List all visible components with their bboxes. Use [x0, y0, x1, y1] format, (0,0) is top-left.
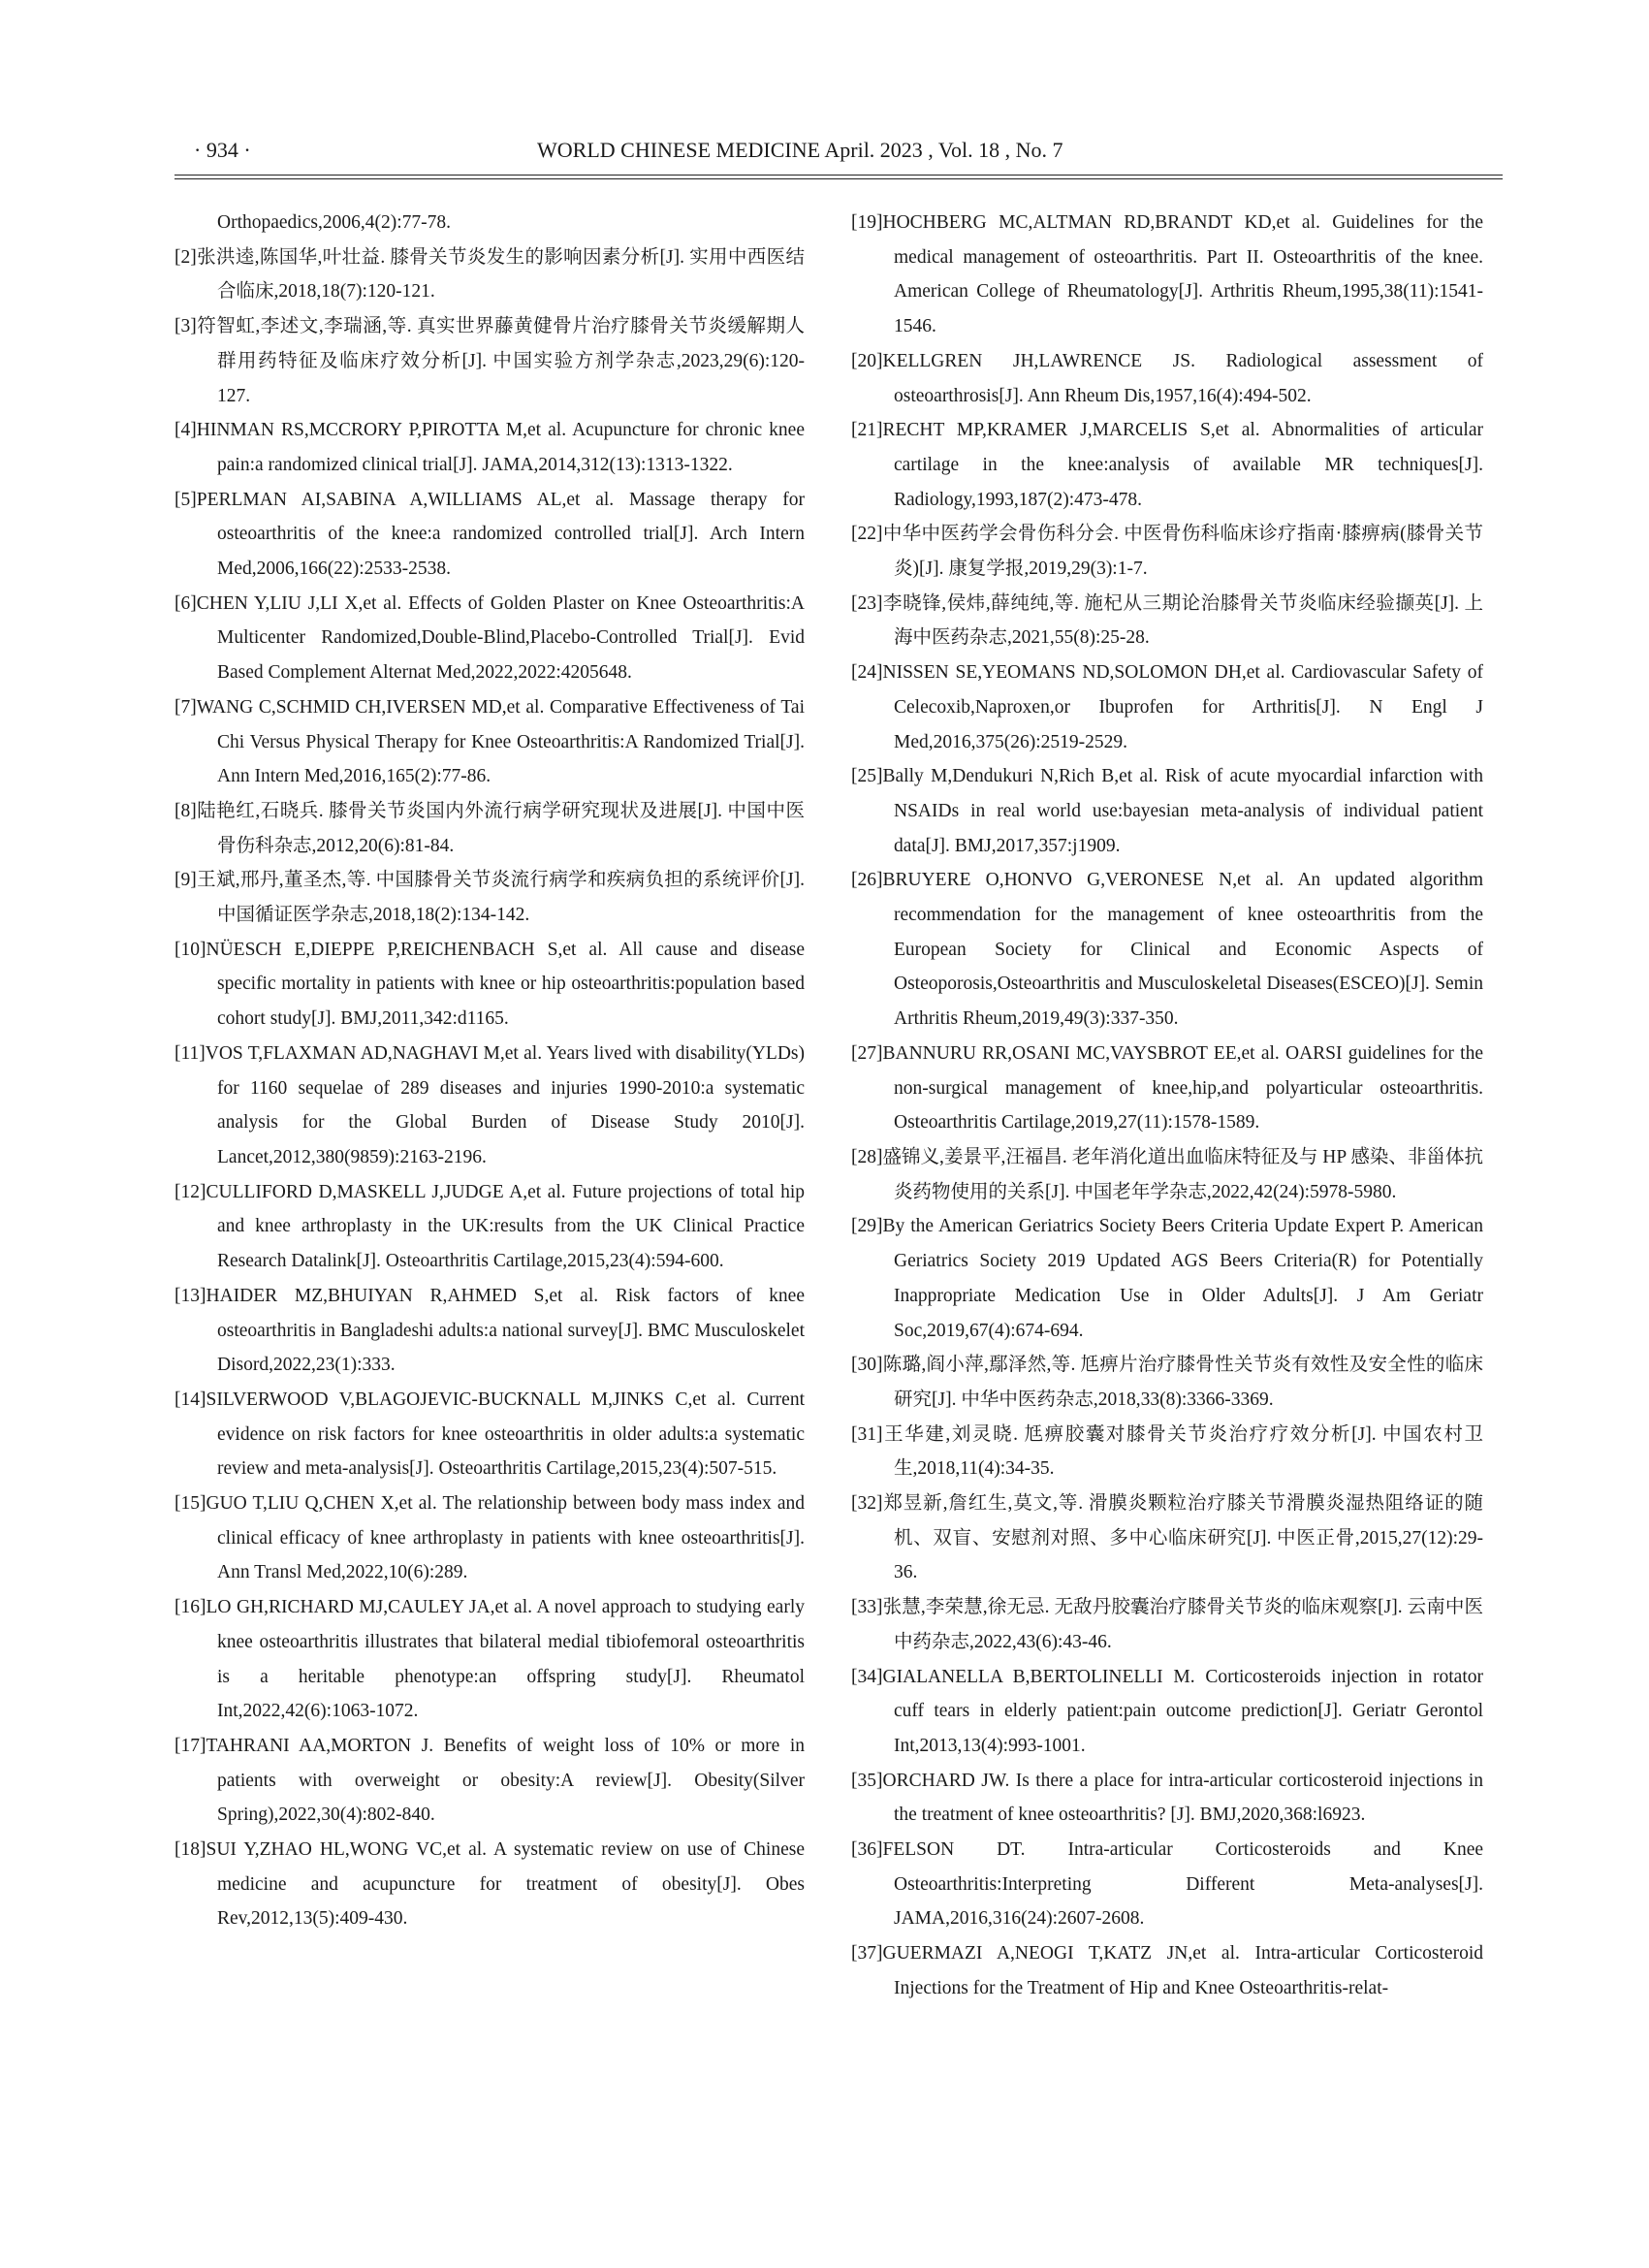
reference-item: [18]SUI Y,ZHAO HL,WONG VC,et al. A systematic review on use of Chinese medicine and acupuncture for treatment of obesity[J]. Obes Rev,2012,13(5):409-430.: [174, 1839, 805, 1930]
journal-title: WORLD CHINESE MEDICINE April. 2023 , Vol. 18 , No. 7: [537, 138, 1063, 162]
reference-item: [31]王华建,刘灵晓. 尪痹胶囊对膝骨关节炎治疗疗效分析[J]. 中国农村卫生,2018,11(4):34-35.: [851, 1423, 1483, 1480]
reference-item: [29]By the American Geriatrics Society Beers Criteria Update Expert P. American Geriatrics Society 2019 Updated AGS Beers Criteria(R) for Potentially Inappropriate Medication Use in Older Adults[J]. J Am Geriatr Soc,2019,67(4):674-694.: [851, 1216, 1483, 1341]
reference-item: [34]GIALANELLA B,BERTOLINELLI M. Corticosteroids injection in rotator cuff tears in elderly patient:pain outcome prediction[J]. Geriatr Gerontol Int,2013,13(4):993-1001.: [851, 1666, 1483, 1756]
reference-item: [19]HOCHBERG MC,ALTMAN RD,BRANDT KD,et al. Guidelines for the medical management of osteoarthritis. Part II. Osteoarthritis of the knee. American College of Rheumatology[J]. Arthritis Rheum,1995,38(11):1541-1546.: [851, 212, 1483, 337]
reference-item: [37]GUERMAZI A,NEOGI T,KATZ JN,et al. Intra-articular Corticosteroid Injections for the Treatment of Hip and Knee Osteoarthritis-relat-: [851, 1943, 1483, 1998]
reference-item: [25]Bally M,Dendukuri N,Rich B,et al. Risk of acute myocardial infarction with NSAIDs in real world use:bayesian meta-analysis of individual patient data[J]. BMJ,2017,357:j1909.: [851, 766, 1483, 856]
reference-item: [12]CULLIFORD D,MASKELL J,JUDGE A,et al. Future projections of total hip and knee arthroplasty in the UK:results from the UK Clinical Practice Research Datalink[J]. Osteoarthritis Cartilage,2015,23(4):594-600.: [174, 1181, 805, 1272]
reference-item: [30]陈璐,阎小萍,鄢泽然,等. 尪痹片治疗膝骨性关节炎有效性及安全性的临床研究[J]. 中华中医药杂志,2018,33(8):3366-3369.: [851, 1355, 1483, 1410]
reference-item: [33]张慧,李荣慧,徐无忌. 无敌丹胶囊治疗膝骨关节炎的临床观察[J]. 云南中医中药杂志,2022,43(6):43-46.: [851, 1597, 1483, 1652]
reference-item: [28]盛锦义,姜景平,汪福昌. 老年消化道出血临床特征及与 HP 感染、非甾体抗炎药物使用的关系[J]. 中国老年学杂志,2022,42(24):5978-5980.: [851, 1146, 1483, 1202]
reference-item: [14]SILVERWOOD V,BLAGOJEVIC-BUCKNALL M,JINKS C,et al. Current evidence on risk factors for knee osteoarthritis in older adults:a systematic review and meta-analysis[J]. Osteoarthritis Cartilage,2015,23(4):507-515.: [174, 1389, 805, 1480]
reference-item: [21]RECHT MP,KRAMER J,MARCELIS S,et al. Abnormalities of articular cartilage in the knee:analysis of available MR techniques[J]. Radiology,1993,187(2):473-478.: [851, 420, 1483, 510]
reference-item: [24]NISSEN SE,YEOMANS ND,SOLOMON DH,et al. Cardiovascular Safety of Celecoxib,Naproxen,or Ibuprofen for Arthritis[J]. N Engl J Med,2016,375(26):2519-2529.: [851, 662, 1483, 752]
reference-item: [17]TAHRANI AA,MORTON J. Benefits of weight loss of 10% or more in patients with overweight or obesity:A review[J]. Obesity(Silver Spring),2022,30(4):802-840.: [174, 1735, 805, 1826]
page-number: · 934 ·: [194, 138, 251, 162]
reference-item: [13]HAIDER MZ,BHUIYAN R,AHMED S,et al. Risk factors of knee osteoarthritis in Bangladeshi adults:a national survey[J]. BMC Musculoskelet Disord,2022,23(1):333.: [174, 1285, 805, 1376]
reference-item: [9]王斌,邢丹,董圣杰,等. 中国膝骨关节炎流行病学和疾病负担的系统评价[J]. 中国循证医学杂志,2018,18(2):134-142.: [174, 870, 805, 926]
reference-item: [15]GUO T,LIU Q,CHEN X,et al. The relationship between body mass index and clinical efficacy of knee arthroplasty in patients with knee osteoarthritis[J]. Ann Transl Med,2022,10(6):289.: [174, 1493, 805, 1583]
references-right-column: [851, 206, 1483, 2006]
reference-item: [35]ORCHARD JW. Is there a place for intra-articular corticosteroid injections in the treatment of knee osteoarthritis? [J]. BMJ,2020,368:l6923.: [851, 1770, 1483, 1826]
reference-item: [4]HINMAN RS,MCCRORY P,PIROTTA M,et al. Acupuncture for chronic knee pain:a randomized clinical trial[J]. JAMA,2014,312(13):1313-1322.: [174, 420, 805, 475]
reference-item: [23]李晓锋,侯炜,薛纯纯,等. 施杞从三期论治膝骨关节炎临床经验撷英[J]. 上海中医药杂志,2021,55(8):25-28.: [851, 592, 1483, 649]
reference-item: [26]BRUYERE O,HONVO G,VERONESE N,et al. An updated algorithm recommendation for the management of knee osteoarthritis from the European Society for Clinical and Economic Aspects of Osteoporosis,Osteoarthritis and Musculoskeletal Diseases(ESCEO)[J]. Semin Arthritis Rheum,2019,49(3):337-350.: [851, 870, 1483, 1030]
reference-item: [11]VOS T,FLAXMAN AD,NAGHAVI M,et al. Years lived with disability(YLDs) for 1160 sequelae of 289 diseases and injuries 1990-2010:a systematic analysis for the Global Burden of Disease Study 2010[J]. Lancet,2012,380(9859):2163-2196.: [174, 1042, 805, 1167]
reference-item: [22]中华中医药学会骨伤科分会. 中医骨伤科临床诊疗指南·膝痹病(膝骨关节炎)[J]. 康复学报,2019,29(3):1-7.: [851, 524, 1483, 580]
reference-item: [32]郑昱新,詹红生,莫文,等. 滑膜炎颗粒治疗膝关节滑膜炎湿热阻络证的随机、双盲、安慰剂对照、多中心临床研究[J]. 中医正骨,2015,27(12):29-36.: [851, 1493, 1483, 1583]
reference-item: [27]BANNURU RR,OSANI MC,VAYSBROT EE,et al. OARSI guidelines for the non-surgical management of knee,hip,and polyarticular osteoarthritis. Osteoarthritis Cartilage,2019,27(11):1578-1589.: [851, 1042, 1483, 1134]
reference-item: [5]PERLMAN AI,SABINA A,WILLIAMS AL,et al. Massage therapy for osteoarthritis of the knee:a randomized controlled trial[J]. Arch Intern Med,2006,166(22):2533-2538.: [174, 489, 805, 580]
reference-item: Orthopaedics,2006,4(2):77-78.: [217, 212, 451, 233]
running-header: [174, 134, 1503, 173]
reference-item: [16]LO GH,RICHARD MJ,CAULEY JA,et al. A novel approach to studying early knee osteoarthritis illustrates that bilateral medial tibiofemoral osteoarthritis is a heritable phenotype:an offspring study[J]. Rheumatol Int,2022,42(6):1063-1072.: [174, 1597, 805, 1722]
reference-item: [2]张洪逵,陈国华,叶壮益. 膝骨关节炎发生的影响因素分析[J]. 实用中西医结合临床,2018,18(7):120-121.: [174, 246, 805, 303]
reference-item: [10]NÜESCH E,DIEPPE P,REICHENBACH S,et al. All cause and disease specific mortality in patients with knee or hip osteoarthritis:population based cohort study[J]. BMJ,2011,342:d1165.: [174, 939, 805, 1030]
reference-item: [7]WANG C,SCHMID CH,IVERSEN MD,et al. Comparative Effectiveness of Tai Chi Versus Physical Therapy for Knee Osteoarthritis:A Randomized Trial[J]. Ann Intern Med,2016,165(2):77-86.: [174, 696, 805, 787]
header-rule: [174, 175, 1503, 179]
reference-item: [3]符智虹,李述文,李瑞涵,等. 真实世界藤黄健骨片治疗膝骨关节炎缓解期人群用药特征及临床疗效分析[J]. 中国实验方剂学杂志,2023,29(6):120-127.: [174, 316, 805, 406]
reference-item: [20]KELLGREN JH,LAWRENCE JS. Radiological assessment of osteoarthrosis[J]. Ann Rheum Dis,1957,16(4):494-502.: [851, 350, 1483, 406]
references-left-column: [174, 206, 805, 1936]
reference-item: [8]陆艳红,石晓兵. 膝骨关节炎国内外流行病学研究现状及进展[J]. 中国中医骨伤科杂志,2012,20(6):81-84.: [174, 800, 805, 856]
reference-item: [36]FELSON DT. Intra-articular Corticosteroids and Knee Osteoarthritis:Interpreting Different Meta-analyses[J]. JAMA,2016,316(24):2607-2608.: [851, 1839, 1483, 1930]
reference-item: [6]CHEN Y,LIU J,LI X,et al. Effects of Golden Plaster on Knee Osteoarthritis:A Multicenter Randomized,Double-Blind,Placebo-Controlled Trial[J]. Evid Based Complement Alternat Med,2022,2022:4205648.: [174, 592, 805, 684]
